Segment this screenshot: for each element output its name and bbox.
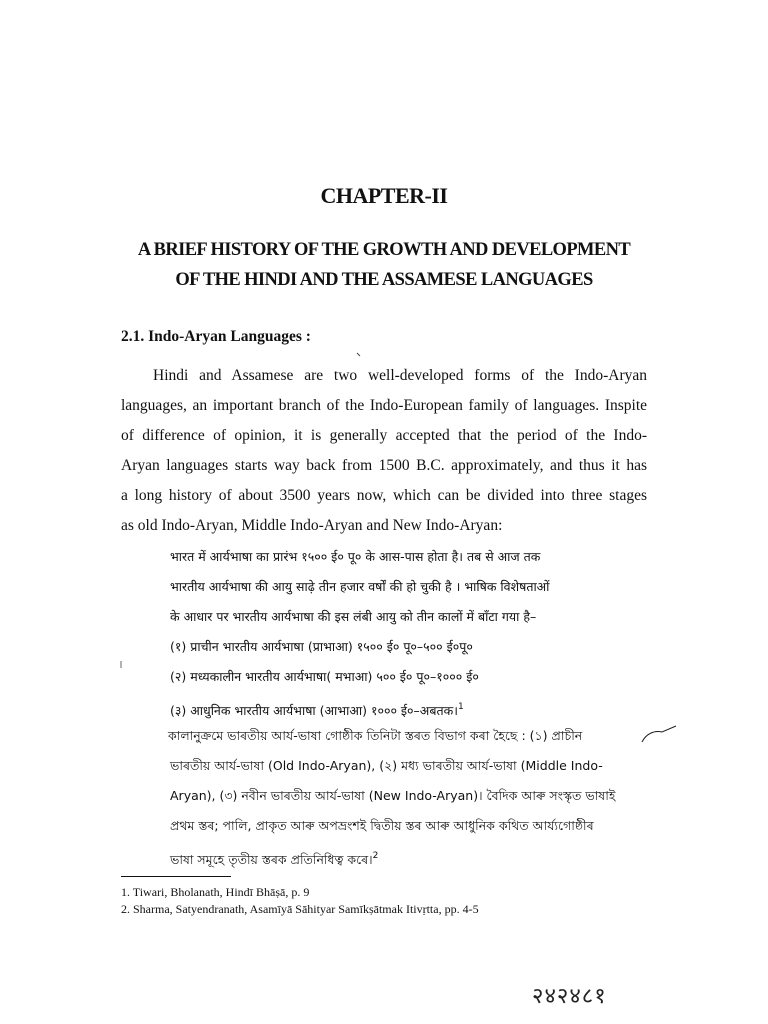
chapter-title-line-1: A BRIEF HISTORY OF THE GROWTH AND DEVELOPMENT	[137, 240, 631, 260]
assamese-quote-line: কালানুক্ৰমে ভাৰতীয় আৰ্য-ভাষা গোষ্ঠীক তিনিটা স্তৰত বিভাগ কৰা হৈছে : (১) প্ৰাচীন	[168, 728, 583, 743]
paragraph-line: languages, an important branch of the Indo-European family of languages. Inspite	[121, 397, 647, 414]
assamese-quote-text: ভাষা সমূহে তৃতীয় স্তৰক প্ৰতিনিধিত্ব কৰে।	[170, 852, 373, 867]
body-paragraph	[121, 361, 647, 541]
assamese-block-quote	[170, 721, 650, 875]
paragraph-line: Hindi and Assamese are two well-developed forms of the Indo-Aryan	[153, 367, 647, 384]
hindi-quote-line: भारत में आर्यभाषा का प्रारंभ १५०० ई० पू० के आस-पास होता है। तब से आज तक	[170, 549, 541, 564]
footnotes	[121, 884, 479, 918]
footnote-divider	[121, 876, 231, 877]
hindi-block-quote	[170, 542, 650, 726]
accession-number-stamp: २४२४८१	[532, 984, 607, 1009]
hindi-quote-line: (१) प्राचीन भारतीय आर्यभाषा (प्राभाआ) १५०० ई० पू०–५०० ई०पू०	[170, 639, 473, 654]
section-heading: 2.1. Indo-Aryan Languages :	[121, 328, 311, 345]
hindi-quote-line: (२) मध्यकालीन भारतीय आर्यभाषा( मभाआ) ५०० ई० पू०–१००० ई०	[170, 669, 479, 684]
hindi-quote-text: (३) आधुनिक भारतीय आर्यभाषा (आभाआ) १००० ई०–अबतक।	[170, 703, 458, 718]
footnote-ref-1: 1	[457, 702, 464, 712]
footnote-ref-2: 2	[372, 851, 379, 861]
paragraph-line: of difference of opinion, it is generally accepted that the period of the Indo-	[121, 427, 647, 444]
paragraph-line: a long history of about 3500 years now, which can be divided into three stages	[121, 487, 647, 504]
footnote-1: 1. Tiwari, Bholanath, Hindī Bhāṣā, p. 9	[121, 885, 310, 899]
footnote-2: 2. Sharma, Satyendranath, Asamīyā Sāhityar Samīkṣātmak Itivṛtta, pp. 4-5	[121, 902, 479, 916]
scan-speck-icon	[356, 352, 362, 358]
hindi-quote-line: के आधार पर भारतीय आर्यभाषा की इस लंबी आयु को तीन कालों में बाँटा गया है–	[170, 609, 537, 624]
scan-speck-icon	[119, 660, 123, 670]
pen-mark-icon	[640, 722, 680, 752]
assamese-quote-line: ভাৰতীয় আৰ্য-ভাষা (Old Indo-Aryan), (২) মধ্য ভাৰতীয় আৰ্য-ভাষা (Middle Indo-	[170, 758, 603, 773]
assamese-quote-line: প্ৰথম স্তৰ; পালি, প্ৰাকৃত আৰু অপভ্ৰংশই দ্বিতীয় স্তৰ আৰু আধুনিক কথিত আৰ্য্যগোষ্ঠীৰ	[170, 818, 594, 833]
paragraph-line: as old Indo-Aryan, Middle Indo-Aryan and New Indo-Aryan:	[121, 517, 503, 534]
chapter-title	[100, 235, 668, 295]
assamese-quote-line	[170, 841, 650, 875]
hindi-quote-line: भारतीय आर्यभाषा की आयु साढ़े तीन हजार वर्षों की हो चुकी है । भाषिक विशेषताओं	[170, 579, 550, 594]
assamese-quote-line: Aryan), (৩) নবীন ভাৰতীয় আৰ্য-ভাষা (New Indo-Aryan)। বৈদিক আৰু সংস্কৃত ভাষাই	[170, 788, 616, 803]
chapter-title-line-2: OF THE HINDI AND THE ASSAMESE LANGUAGES	[175, 270, 593, 290]
chapter-heading: CHAPTER-II	[320, 183, 448, 208]
paragraph-line: Aryan languages starts way back from 1500 B.C. approximately, and thus it has	[121, 457, 647, 474]
